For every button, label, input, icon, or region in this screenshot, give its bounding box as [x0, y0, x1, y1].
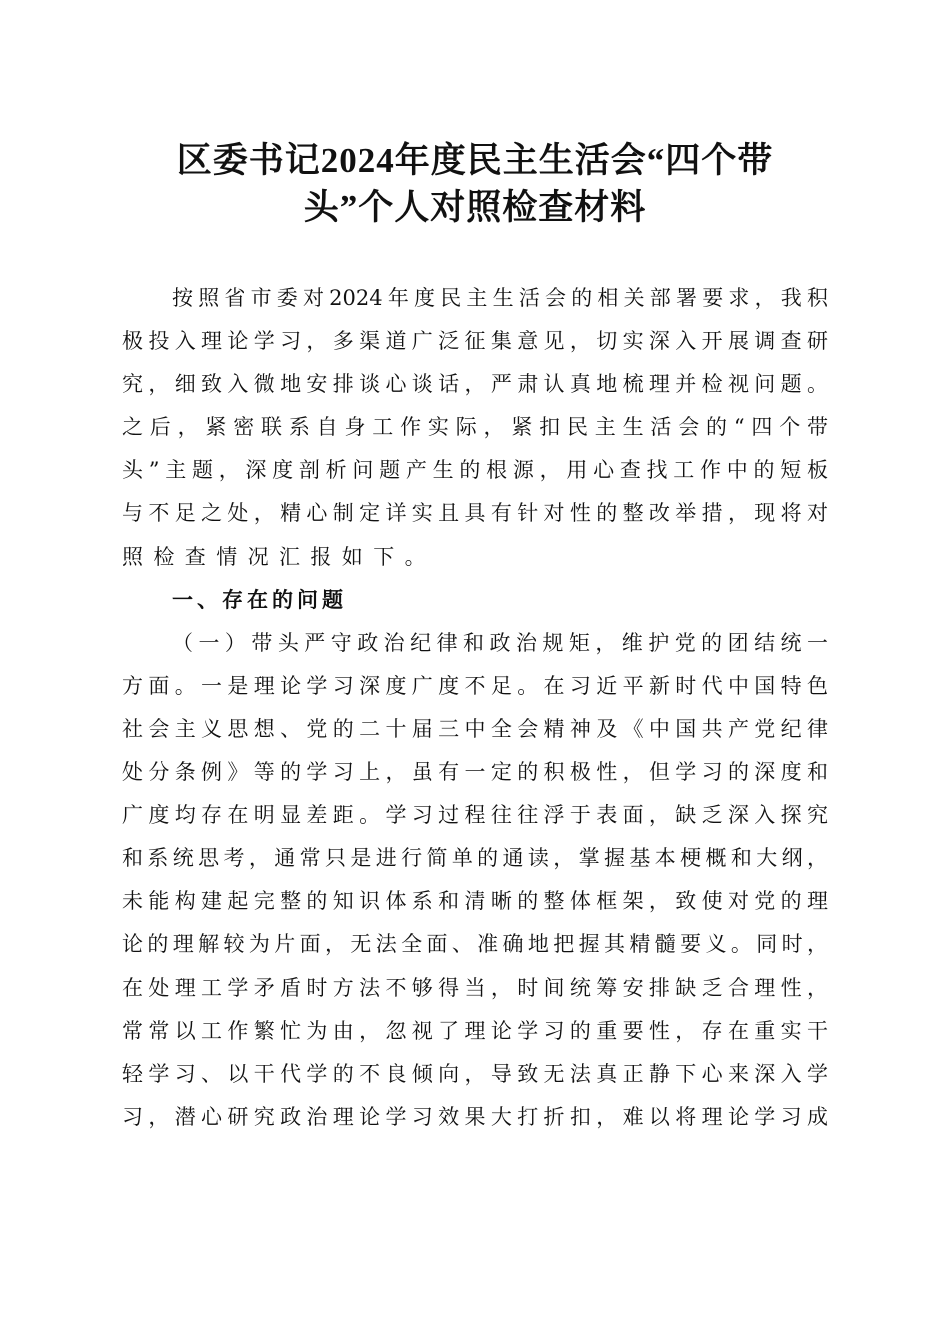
body-line: 习，潜心研究政治理论学习效果大打折扣，难以将理论学习成	[122, 1104, 828, 1129]
body-line: 之后，紧密联系自身工作实际，紧扣民主生活会的“四个带	[122, 415, 828, 440]
body-line: 照检查情况汇报如下。	[122, 544, 436, 569]
body-line: 和系统思考，通常只是进行简单的通读，掌握基本梗概和大纲，	[122, 846, 828, 871]
body-line: （一）带头严守政治纪律和政治规矩，维护党的团结统一	[172, 630, 828, 655]
body-line: 在处理工学矛盾时方法不够得当，时间统筹安排缺乏合理性，	[122, 975, 828, 1000]
body-line: 轻学习、以干代学的不良倾向，导致无法真正静下心来深入学	[122, 1061, 828, 1086]
body-line: 头”主题，深度剖析问题产生的根源，用心查找工作中的短板	[122, 458, 828, 483]
body-line: 方面。一是理论学习深度广度不足。在习近平新时代中国特色	[122, 673, 828, 698]
section-heading: 一、存在的问题	[172, 587, 347, 612]
body-line: 常常以工作繁忙为由，忽视了理论学习的重要性，存在重实干	[122, 1018, 828, 1043]
body-line: 论的理解较为片面，无法全面、准确地把握其精髓要义。同时，	[122, 932, 828, 957]
body-line: 极投入理论学习，多渠道广泛征集意见，切实深入开展调查研	[122, 329, 828, 354]
body-line: 按照省市委对2024年度民主生活会的相关部署要求，我积	[172, 286, 828, 310]
title-line: 区委书记2024年度民主生活会“四个带	[176, 141, 774, 180]
body-line: 究，细致入微地安排谈心谈话，严肃认真地梳理并检视问题。	[122, 372, 828, 397]
title-line: 头”个人对照检查材料	[303, 188, 647, 227]
body-line: 未能构建起完整的知识体系和清晰的整体框架，致使对党的理	[122, 889, 828, 914]
body-line: 社会主义思想、党的二十届三中全会精神及《中国共产党纪律	[122, 716, 828, 741]
document-title	[0, 137, 950, 231]
body-line: 处分条例》等的学习上，虽有一定的积极性，但学习的深度和	[122, 760, 828, 785]
document-body	[122, 277, 828, 1139]
body-line: 与不足之处，精心制定详实且具有针对性的整改举措，现将对	[122, 501, 828, 526]
body-line: 广度均存在明显差距。学习过程往往浮于表面，缺乏深入探究	[122, 803, 828, 828]
